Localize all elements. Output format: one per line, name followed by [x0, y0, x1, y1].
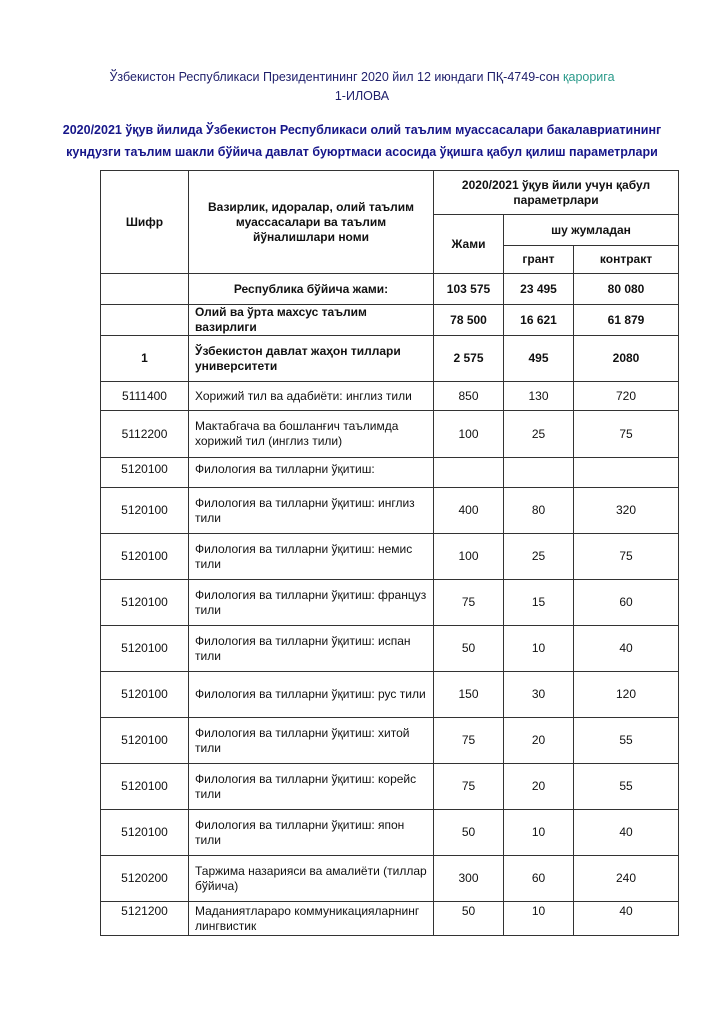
table-row [101, 534, 679, 580]
row-grant: 15 [504, 580, 574, 626]
row-total [434, 458, 504, 488]
table-row [101, 902, 679, 936]
ministry-label: Олий ва ўрта махсус таълим вазирлиги [189, 305, 434, 336]
table-row [101, 382, 679, 411]
republic-total-grant: 23 495 [504, 274, 574, 305]
row-contract: 40 [574, 810, 679, 856]
document-title-line1: 2020/2021 ўқув йилида Ўзбекистон Республикаси олий таълим муассасалари бакалавриатининг [62, 123, 662, 137]
table-row [101, 718, 679, 764]
row-code: 5111400 [101, 382, 189, 411]
admission-parameters-table [100, 170, 679, 936]
row-total: 50 [434, 810, 504, 856]
header-params: 2020/2021 ўқув йили учун қабул параметрлари [434, 171, 679, 215]
decree-link[interactable]: қарорига [563, 70, 615, 84]
row-grant: 30 [504, 672, 574, 718]
row-name: Хорижий тил ва адабиёти: инглиз тили [189, 382, 434, 411]
ministry-row [101, 305, 679, 336]
row-contract [574, 458, 679, 488]
university-code: 1 [101, 336, 189, 382]
row-total: 75 [434, 580, 504, 626]
row-code: 5120100 [101, 672, 189, 718]
table-row [101, 856, 679, 902]
row-code: 5120100 [101, 580, 189, 626]
row-name: Филология ва тилларни ўқитиш: испан тили [189, 626, 434, 672]
row-total: 50 [434, 902, 504, 936]
decree-reference [0, 70, 724, 84]
row-total: 75 [434, 718, 504, 764]
university-contract: 2080 [574, 336, 679, 382]
row-grant: 20 [504, 764, 574, 810]
university-label: Ўзбекистон давлат жаҳон тиллари университети [189, 336, 434, 382]
table-row [101, 411, 679, 458]
row-total: 100 [434, 411, 504, 458]
row-name: Филология ва тилларни ўқитиш: корейс тили [189, 764, 434, 810]
header-grant: грант [504, 246, 574, 274]
row-contract: 75 [574, 411, 679, 458]
row-grant: 10 [504, 626, 574, 672]
header-row [101, 171, 679, 215]
republic-total-row [101, 274, 679, 305]
university-total: 2 575 [434, 336, 504, 382]
row-total: 50 [434, 626, 504, 672]
table-row [101, 810, 679, 856]
row-grant: 60 [504, 856, 574, 902]
row-name: Филология ва тилларни ўқитиш: япон тили [189, 810, 434, 856]
row-contract: 55 [574, 764, 679, 810]
row-grant [504, 458, 574, 488]
appendix-label: 1-ИЛОВА [334, 89, 390, 103]
row-contract: 720 [574, 382, 679, 411]
republic-total-total: 103 575 [434, 274, 504, 305]
row-total: 300 [434, 856, 504, 902]
row-grant: 25 [504, 411, 574, 458]
row-total: 150 [434, 672, 504, 718]
row-total: 100 [434, 534, 504, 580]
row-name: Филология ва тилларни ўқитиш: хитой тили [189, 718, 434, 764]
ministry-contract: 61 879 [574, 305, 679, 336]
row-grant: 25 [504, 534, 574, 580]
table-row [101, 672, 679, 718]
row-contract: 60 [574, 580, 679, 626]
header-code: Шифр [101, 171, 189, 274]
row-code: 5120100 [101, 626, 189, 672]
row-total: 75 [434, 764, 504, 810]
document-title-line2: кундузги таълим шакли бўйича давлат буюртмаси асосида ўқишга қабул қилиш параметрлари [66, 145, 658, 159]
row-contract: 75 [574, 534, 679, 580]
republic-total-contract: 80 080 [574, 274, 679, 305]
republic-total-label: Республика бўйича жами: [189, 274, 434, 305]
row-contract: 55 [574, 718, 679, 764]
row-grant: 20 [504, 718, 574, 764]
row-contract: 320 [574, 488, 679, 534]
row-code: 5120100 [101, 718, 189, 764]
republic-total-code [101, 274, 189, 305]
row-grant: 80 [504, 488, 574, 534]
row-contract: 240 [574, 856, 679, 902]
row-code: 5112200 [101, 411, 189, 458]
ministry-total: 78 500 [434, 305, 504, 336]
row-grant: 10 [504, 810, 574, 856]
row-contract: 40 [574, 902, 679, 936]
table-row [101, 580, 679, 626]
row-contract: 120 [574, 672, 679, 718]
row-code: 5121200 [101, 902, 189, 936]
row-code: 5120100 [101, 488, 189, 534]
row-name: Мактабгача ва бошланғич таълимда хорижий тил (инглиз тили) [189, 411, 434, 458]
header-contract: контракт [574, 246, 679, 274]
header-name: Вазирлик, идоралар, олий таълим муассасалари ва таълим йўналишлари номи [189, 171, 434, 274]
header-including: шу жумладан [504, 215, 679, 246]
table-row [101, 764, 679, 810]
university-row [101, 336, 679, 382]
row-code: 5120100 [101, 534, 189, 580]
row-name: Филология ва тилларни ўқитиш: [189, 458, 434, 488]
row-code: 5120100 [101, 810, 189, 856]
row-total: 400 [434, 488, 504, 534]
university-grant: 495 [504, 336, 574, 382]
table-row [101, 488, 679, 534]
decree-text: Ўзбекистон Республикаси Президентининг 2020 йил 12 июндаги ПҚ-4749-сон [109, 70, 564, 84]
row-grant: 10 [504, 902, 574, 936]
row-grant: 130 [504, 382, 574, 411]
ministry-grant: 16 621 [504, 305, 574, 336]
row-name: Таржима назарияси ва амалиёти (тиллар бўйича) [189, 856, 434, 902]
table-row [101, 458, 679, 488]
row-name: Филология ва тилларни ўқитиш: рус тили [189, 672, 434, 718]
row-name: Филология ва тилларни ўқитиш: инглиз тили [189, 488, 434, 534]
row-name: Филология ва тилларни ўқитиш: немис тили [189, 534, 434, 580]
row-name: Маданиятлараро коммуникацияларнинг лингвистик [189, 902, 434, 936]
row-total: 850 [434, 382, 504, 411]
row-code: 5120100 [101, 458, 189, 488]
row-name: Филология ва тилларни ўқитиш: француз тили [189, 580, 434, 626]
table-row [101, 626, 679, 672]
row-code: 5120100 [101, 764, 189, 810]
header-total: Жами [434, 215, 504, 274]
row-contract: 40 [574, 626, 679, 672]
ministry-code [101, 305, 189, 336]
row-code: 5120200 [101, 856, 189, 902]
